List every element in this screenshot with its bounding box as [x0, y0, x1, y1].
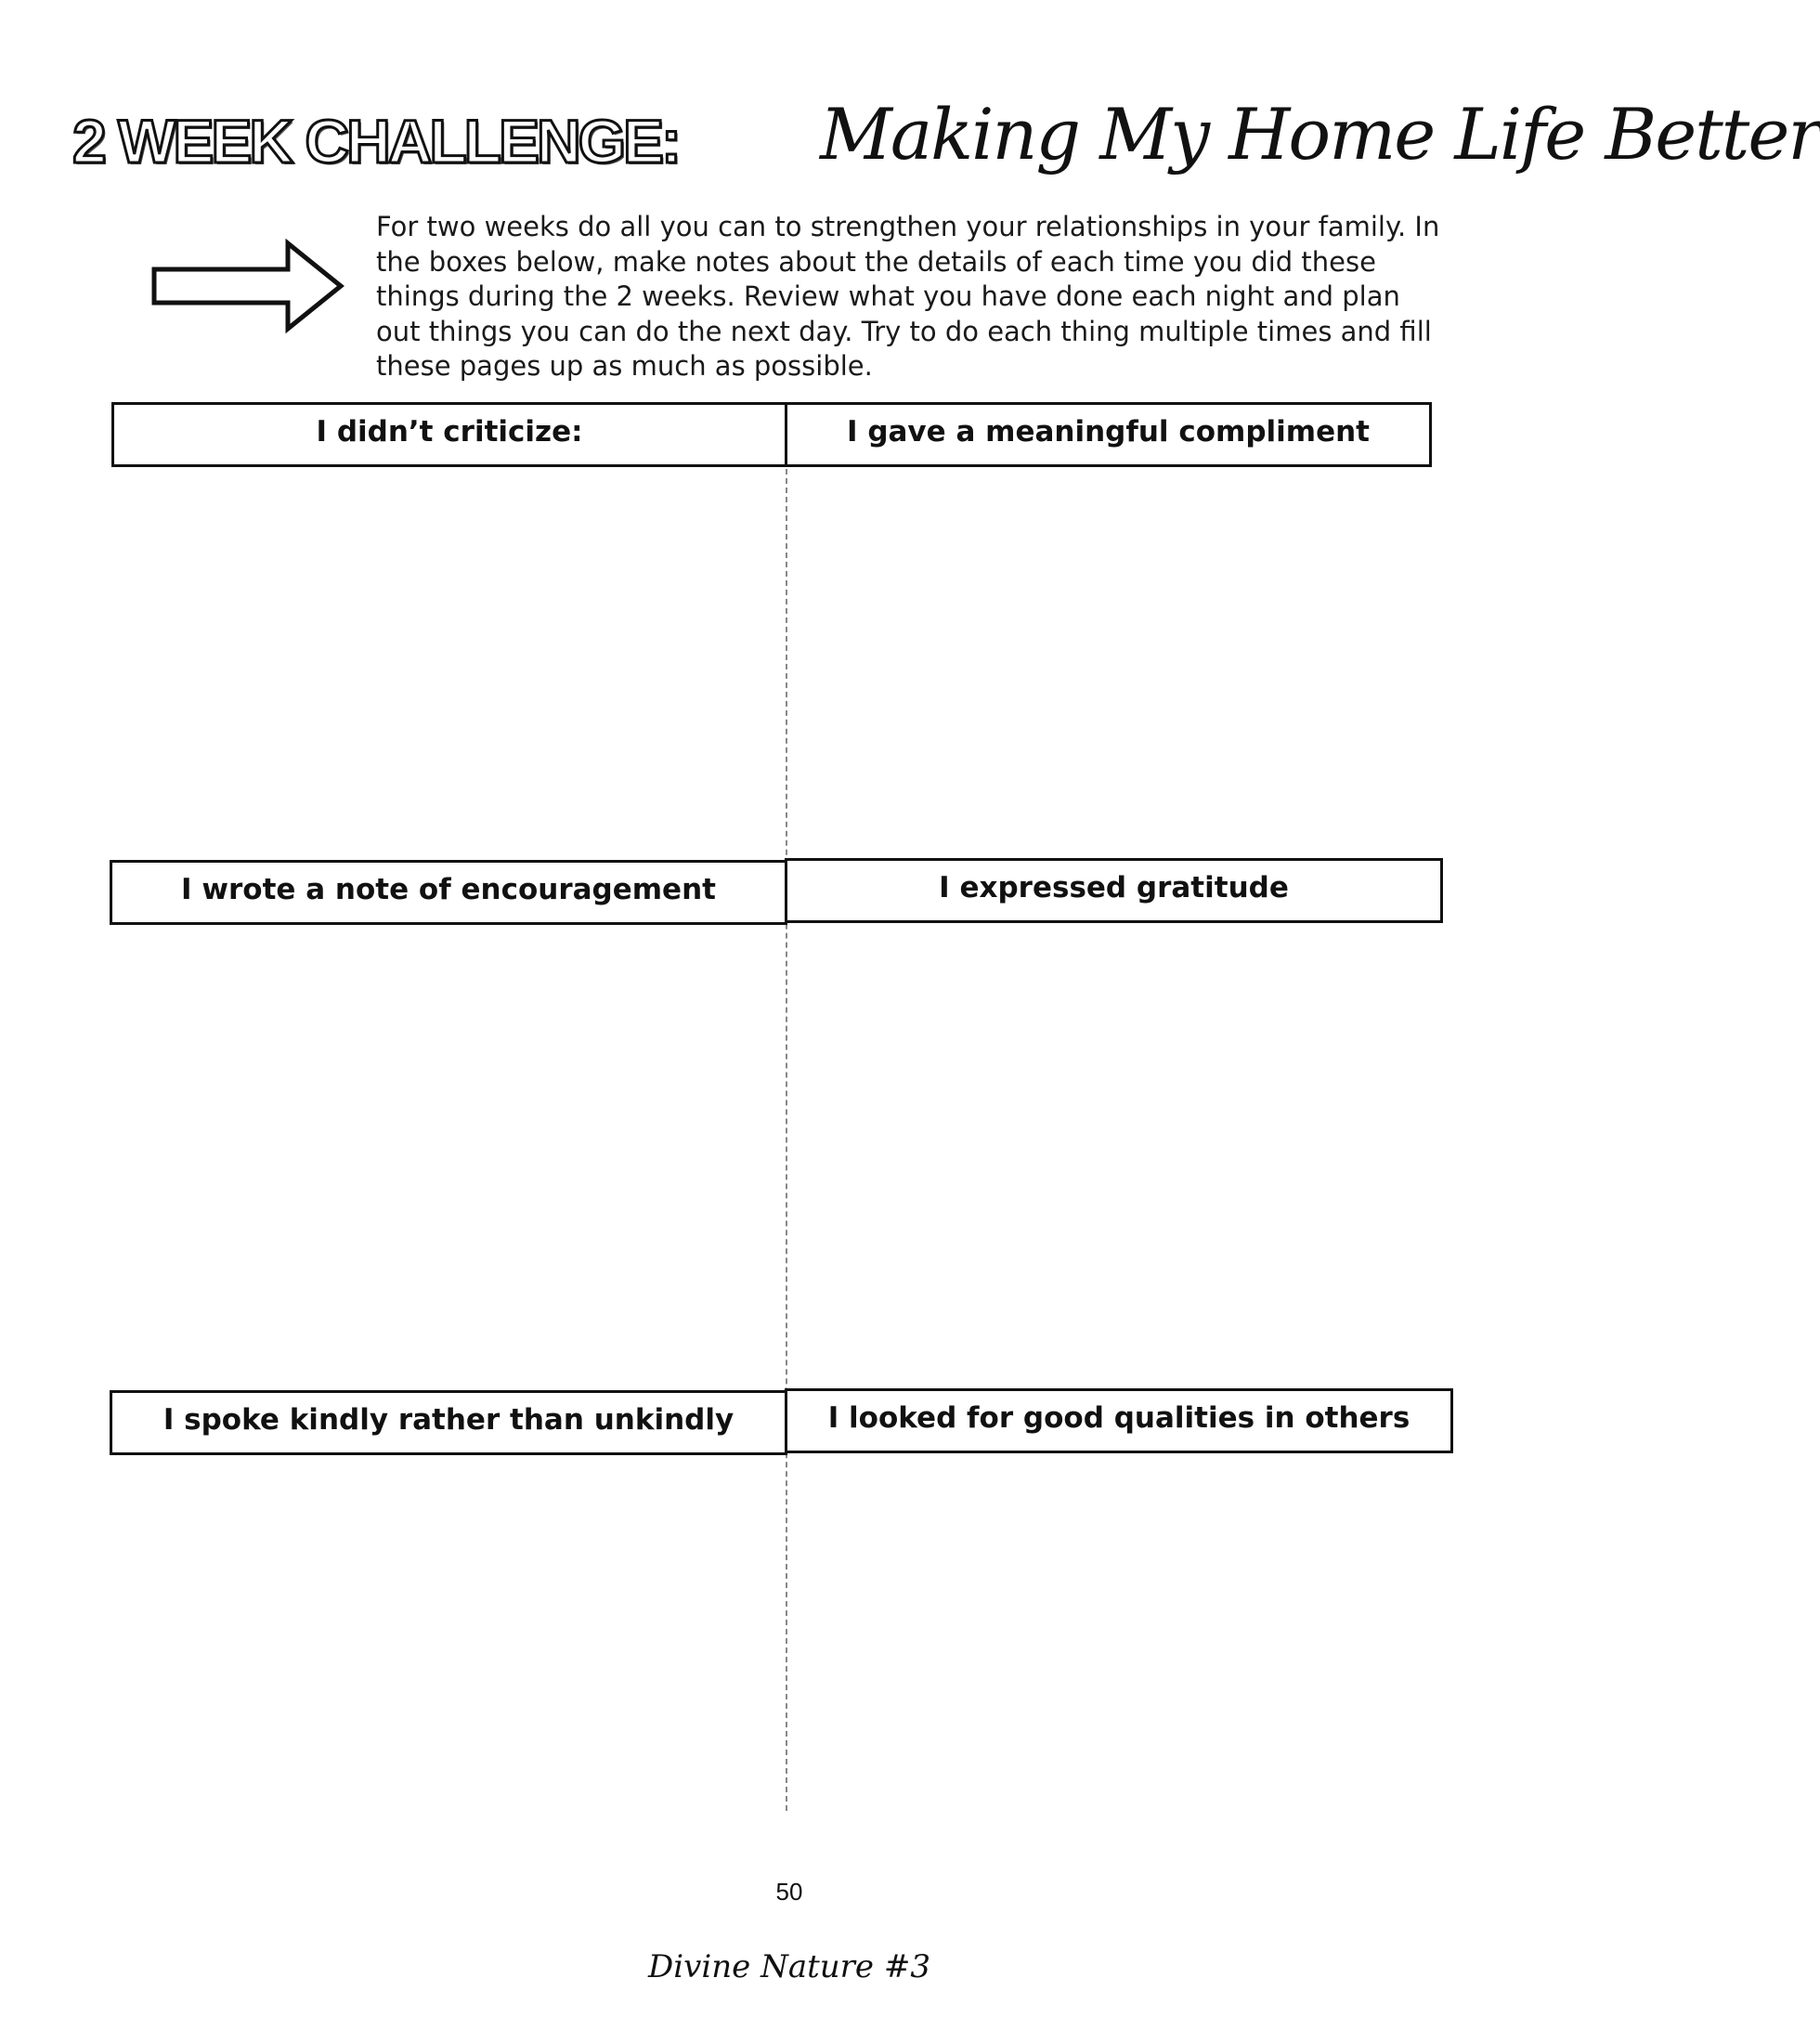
section-header-good-qualities — [785, 1388, 1453, 1453]
section-header-meaningful-compliment — [785, 402, 1432, 467]
section-header-label: I didn’t criticize: — [316, 415, 583, 449]
section-header-label: I wrote a note of encouragement — [181, 873, 716, 906]
column-divider — [786, 469, 787, 1811]
section-header-label: I looked for good qualities in others — [827, 1401, 1410, 1435]
section-header-label: I expressed gratitude — [939, 871, 1289, 904]
section-header-expressed-gratitude — [785, 858, 1443, 923]
title-main: 2 WEEK CHALLENGE: — [72, 107, 680, 176]
section-header-spoke-kindly — [110, 1390, 787, 1455]
title-subtitle: Making My Home Life Better — [820, 93, 1820, 176]
instructions-line: For two weeks do all you can to strengthen your relationships in your family. In — [376, 211, 1440, 242]
section-header-note-of-encouragement — [110, 860, 787, 925]
instructions-line: the boxes below, make notes about the details of each time you did these — [376, 245, 1376, 278]
page-number: 50 — [775, 1878, 803, 1906]
instructions-line: things during the 2 weeks. Review what you have done each night and plan — [376, 280, 1400, 312]
section-header-label: I gave a meaningful compliment — [847, 415, 1370, 449]
page-title — [72, 93, 1820, 204]
section-header-label: I spoke kindly rather than unkindly — [162, 1403, 734, 1437]
section-header-didnt-criticize — [111, 402, 787, 467]
footer-series-title: Divine Nature #3 — [648, 1948, 930, 1985]
instructions-line: out things you can do the next day. Try to do each thing multiple times and fill — [376, 315, 1432, 347]
right-arrow-outline-icon — [150, 240, 345, 332]
instructions-line: these pages up as much as possible. — [376, 350, 873, 382]
instructions-paragraph — [376, 210, 1462, 384]
